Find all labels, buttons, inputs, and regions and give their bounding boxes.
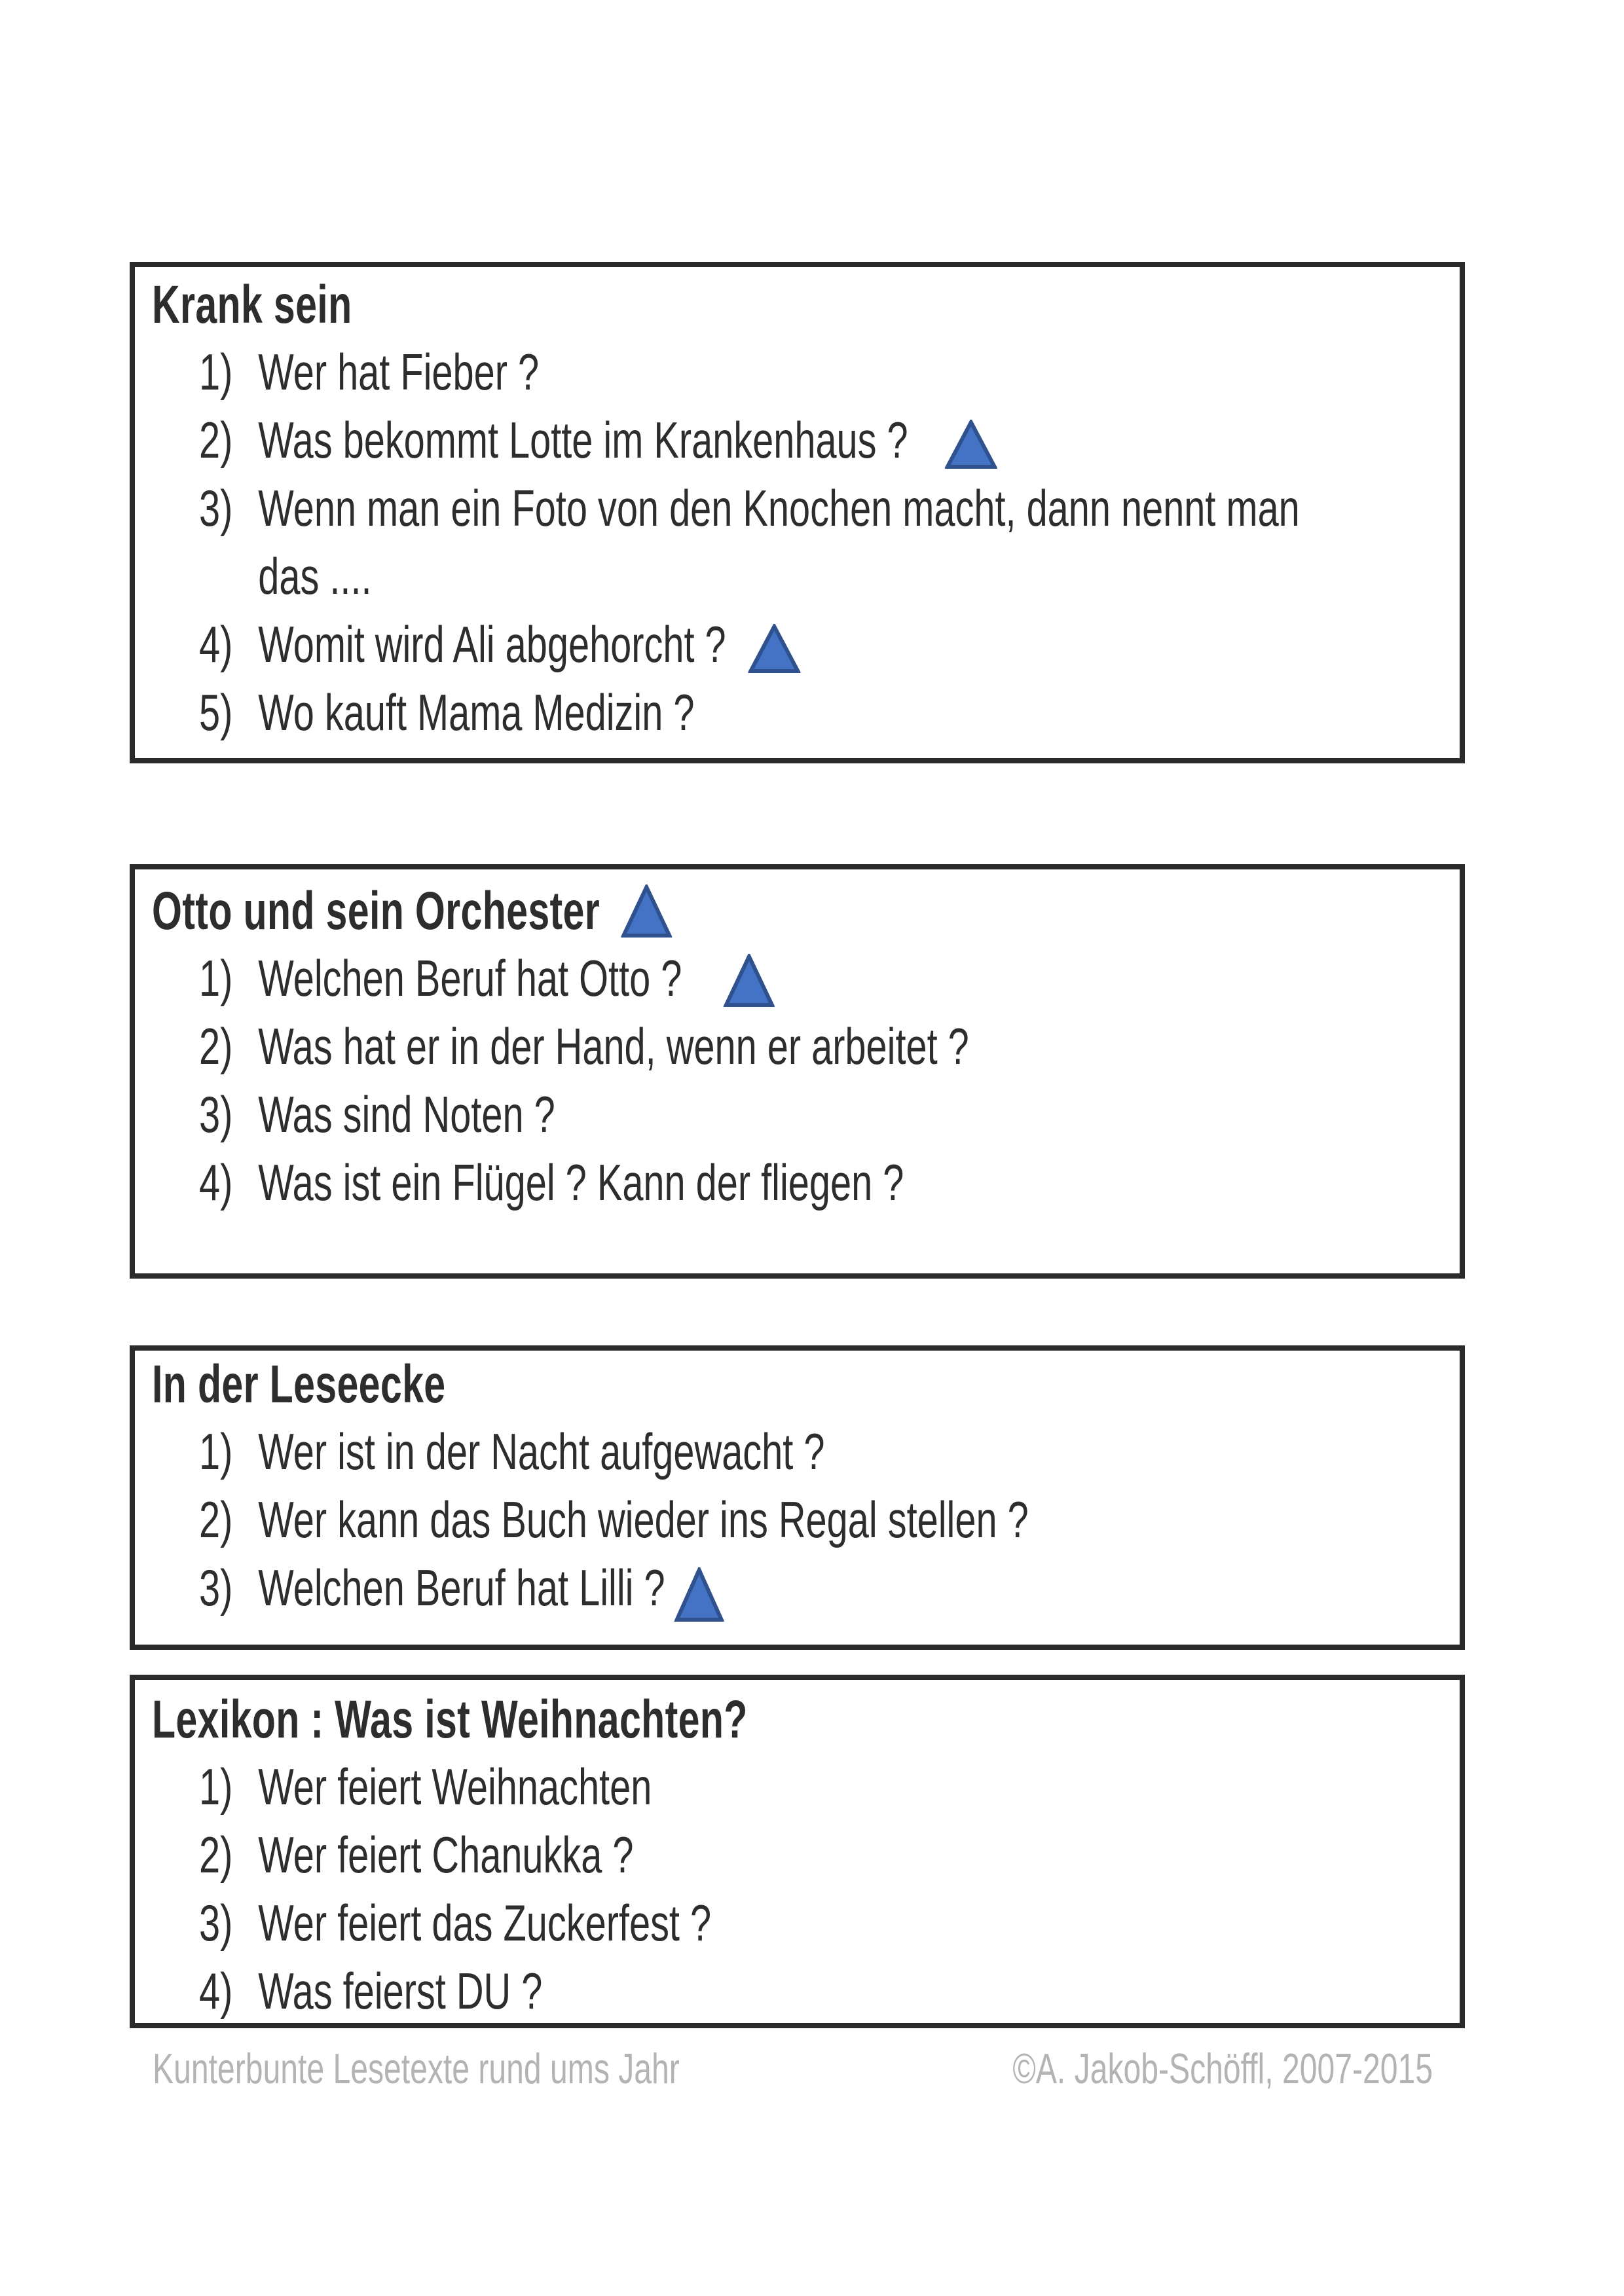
- item-text: Was hat er in der Hand, wenn er arbeitet ?: [258, 1017, 969, 1075]
- question-item: [199, 1148, 1460, 1216]
- item-text: Wo kauft Mama Medizin ?: [258, 683, 695, 741]
- question-item: [199, 1753, 1460, 1821]
- question-item: [199, 944, 1460, 1012]
- item-number: 2): [199, 1017, 233, 1075]
- item-text: Wer kann das Buch wieder ins Regal stellen ?: [258, 1491, 1029, 1548]
- box-title-row: [152, 272, 1460, 338]
- item-continuation: das ....: [258, 547, 372, 605]
- item-text: Wer feiert Chanukka ?: [258, 1826, 634, 1884]
- triangle-icon: [621, 884, 672, 938]
- question-item: [199, 406, 1460, 474]
- question-list: [199, 1417, 1460, 1622]
- question-item: [199, 338, 1460, 406]
- question-list: [199, 944, 1460, 1216]
- item-number: 3): [199, 479, 233, 537]
- question-item: [199, 678, 1460, 746]
- item-number: 1): [199, 949, 233, 1007]
- footer-copyright: ©A. Jakob-Schöffl, 2007-2015: [1012, 2045, 1433, 2092]
- item-text: Wer hat Fieber ?: [258, 343, 540, 401]
- box-title: Lexikon : Was ist Weihnachten?: [152, 1690, 748, 1749]
- item-number: 1): [199, 1758, 233, 1815]
- box-title: In der Leseecke: [152, 1355, 446, 1414]
- question-box-leseecke: [130, 1345, 1465, 1650]
- item-number: 3): [199, 1085, 233, 1143]
- question-box-krank-sein: [130, 262, 1465, 763]
- question-item: [199, 1417, 1460, 1485]
- item-text: Womit wird Ali abgehorcht ?: [258, 615, 726, 673]
- triangle-icon: [674, 1567, 724, 1622]
- question-box-lexikon-weihnachten: [130, 1675, 1465, 2028]
- item-text: Was feierst DU ?: [258, 1962, 543, 2020]
- box-title-text: Otto und sein Orchester: [152, 881, 600, 941]
- item-number: 3): [199, 1894, 233, 1952]
- item-text: Wer feiert das Zuckerfest ?: [258, 1894, 712, 1952]
- question-list: [199, 1753, 1460, 2025]
- item-number: 4): [199, 1154, 233, 1211]
- triangle-icon: [724, 954, 775, 1008]
- item-text: Wer ist in der Nacht aufgewacht ?: [258, 1423, 825, 1480]
- question-item: [199, 474, 1460, 610]
- box-title-row: [152, 1687, 1460, 1753]
- triangle-icon: [945, 420, 997, 469]
- item-text: Welchen Beruf hat Otto ?: [258, 949, 682, 1007]
- item-number: 4): [199, 615, 233, 673]
- question-item: [199, 610, 1460, 678]
- item-text: Welchen Beruf hat Lilli ?: [258, 1559, 665, 1616]
- page-footer: [130, 2041, 1465, 2096]
- question-box-otto-orchester: [130, 864, 1465, 1279]
- question-item: [199, 1485, 1460, 1554]
- item-text: Wer feiert Weihnachten: [258, 1758, 652, 1815]
- item-text: Was bekommt Lotte im Krankenhaus ?: [258, 411, 908, 469]
- item-text: Was ist ein Flügel ? Kann der fliegen ?: [258, 1154, 904, 1211]
- triangle-icon: [748, 624, 801, 674]
- footer-series-title: Kunterbunte Lesetexte rund ums Jahr: [153, 2045, 680, 2092]
- box-title-row: [152, 879, 1460, 944]
- item-number: 2): [199, 1826, 233, 1884]
- item-text: Was sind Noten ?: [258, 1085, 555, 1143]
- item-text: Wenn man ein Foto von den Knochen macht, dann nennt man: [258, 479, 1300, 537]
- item-number: 2): [199, 1491, 233, 1548]
- question-item: [199, 1889, 1460, 1957]
- box-title-row: [152, 1352, 1460, 1417]
- question-item: [199, 1554, 1460, 1622]
- question-item: [199, 1821, 1460, 1889]
- box-title: [152, 879, 665, 944]
- item-number: 2): [199, 411, 233, 469]
- question-item: [199, 1080, 1460, 1148]
- item-number: 1): [199, 343, 233, 401]
- question-list: [199, 338, 1460, 746]
- item-number: 4): [199, 1962, 233, 2020]
- question-item: [199, 1012, 1460, 1080]
- item-number: 1): [199, 1423, 233, 1480]
- item-number: 3): [199, 1559, 233, 1616]
- box-title: Krank sein: [152, 275, 352, 335]
- item-number: 5): [199, 683, 233, 741]
- question-item: [199, 1957, 1460, 2025]
